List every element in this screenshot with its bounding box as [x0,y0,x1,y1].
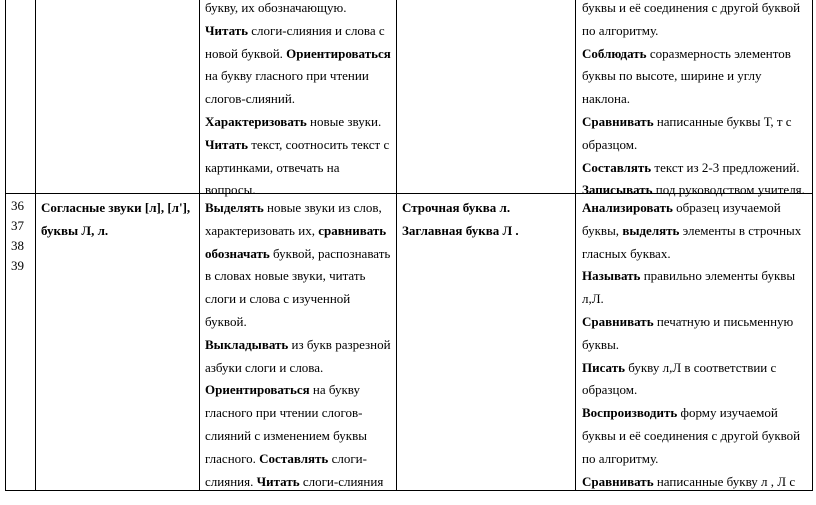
cell-line [205,425,391,448]
cell-line [205,379,391,402]
cell-line [205,43,391,66]
bold-text: Читать [205,22,248,38]
text: из букв разрезной [288,336,391,352]
text: слоги и слова с изученной [205,291,351,307]
cell-line: 38 [11,238,24,253]
cell-line [582,157,805,180]
text: букву л,Л в соответствии с [624,359,777,375]
cell-line [582,111,805,134]
text: элементы в строчных [679,222,802,238]
text: слияния. [205,473,257,489]
bold-text: Строчная буква л. [402,200,511,215]
cell-line [582,134,805,157]
cell-line [582,402,801,425]
text: буквы. [582,336,620,352]
text: л,Л. [582,291,604,307]
text: букву, их обозначающую. [205,0,347,15]
bold-text: Воспроизводить [582,405,678,421]
text: правильно элементы буквы [640,268,796,284]
cell-line [41,197,190,220]
text: картинками, отвечать на [205,159,340,175]
text: наклона. [582,91,631,107]
cell-line [402,220,519,243]
text: слоги-слияния [299,473,384,489]
bold-text: Сравнивать [582,113,654,129]
table-border-col3 [396,0,397,491]
cell-line: 36 [11,198,24,213]
bold-text: Соблюдать [582,45,647,61]
cell-line [582,88,805,111]
bold-text: Называть [582,268,641,284]
bold-text: Выкладывать [205,336,289,352]
text: новой буквой. [205,45,287,61]
cell-line [205,220,391,243]
cell-line [205,402,391,425]
cell-line: 39 [11,258,24,273]
bold-text: Анализировать [582,200,673,215]
cell-line [205,111,391,134]
cell-line [582,448,801,471]
cell-line [582,357,801,380]
cell-line [205,288,391,311]
text: гласного. [205,450,260,466]
cell-line [582,43,805,66]
cell-line [582,334,801,357]
table-border-col4 [575,0,576,491]
text: текст из 2-3 предложений. [651,159,800,175]
cell-line [582,425,801,448]
cell-line [582,288,801,311]
cell-line [582,20,805,43]
top-row-writing-cell [582,0,805,202]
cell-line [205,197,391,220]
text: буквой, распознавать [269,245,391,261]
cell-line [205,157,391,180]
cell-line [205,20,391,43]
cell-line [205,134,391,157]
bold-text: Согласные звуки [л], [л'], [41,200,191,215]
cell-line [205,243,391,266]
bold-text: Заглавная буква Л . [402,222,519,238]
text: гласного при чтении слогов- [205,405,363,421]
text: форму изучаемой [677,405,778,421]
text: буквой. [205,313,247,329]
text: в словах новые звуки, читать [205,268,366,284]
cell-line [402,197,519,220]
lesson-letters-cell [402,197,519,243]
text: написанные буквы Т, т с [653,113,792,129]
cell-line [582,220,801,243]
cell-line [205,448,391,471]
text: слоги-слияния и слова с [248,22,385,38]
top-row-activities-cell [205,0,391,202]
cell-line [582,65,805,88]
text: буквы и её соединения с другой буквой [582,427,801,443]
text: образец изучаемой [672,200,781,215]
cell-line [582,0,805,20]
cell-line [205,334,391,357]
cell-line [582,197,801,220]
bold-text: Ориентироваться [205,382,310,398]
text: буквы по высоте, ширине и углу [582,68,762,84]
text: по алгоритму. [582,22,659,38]
cell-line [582,265,801,288]
table-border-col1 [35,0,36,491]
bold-text: Составлять [259,450,329,466]
text: слияний с изменением буквы [205,427,367,443]
text: новые звуки из слов, [263,200,382,215]
text: характеризовать их, [205,222,319,238]
cell-line [205,0,391,20]
bold-text: Сравнивать [582,313,654,329]
lesson-activities-cell [205,197,391,493]
text: буквы, [582,222,623,238]
cell-line [582,243,801,266]
lesson-writing-cell [582,197,801,493]
text: на букву [309,382,360,398]
text: по алгоритму. [582,450,659,466]
bold-text: Писать [582,359,625,375]
text: написанные букву л , Л с [653,473,796,489]
text: вопросы. [205,182,256,198]
cell-line [205,88,391,111]
text: печатную и письменную [653,313,794,329]
text: под руководством учителя. [652,182,805,198]
text: на букву гласного при чтении [205,68,369,84]
cell-line [205,357,391,380]
text: гласных буквах. [582,245,671,261]
text: слогов-слияний. [205,91,296,107]
bold-text: выделять [622,222,680,238]
bold-text: Характеризовать [205,113,307,129]
cell-line [41,220,190,243]
cell-line: 37 [11,218,24,233]
cell-line [205,65,391,88]
text: слоги- [328,450,367,466]
bold-text: Выделять [205,200,264,215]
text: образцом. [582,382,638,398]
text: соразмерность элементов [646,45,791,61]
cell-line [582,379,801,402]
lesson-topic-cell [41,197,190,243]
text: текст, соотносить текст с [248,136,390,152]
text: образцом. [582,136,638,152]
cell-line [582,311,801,334]
bold-text: сравнивать [318,222,387,238]
cell-line [205,265,391,288]
text: буквы и её соединения с другой буквой [582,0,801,15]
bold-text: Составлять [582,159,652,175]
bold-text: буквы Л, л. [41,222,109,238]
text: азбуки слоги и слова. [205,359,324,375]
bold-text: Ориентироваться [286,45,391,61]
text: новые звуки. [306,113,382,129]
table-border-left [5,0,6,491]
bold-text: Читать [205,136,248,152]
cell-line [205,311,391,334]
bold-text: Сравнивать [582,473,654,489]
table-border-col2 [199,0,200,491]
bold-text: обозначать [205,245,270,261]
bold-text: Записывать [582,182,653,198]
bold-text: Читать [256,473,300,489]
table-border-right [812,0,813,491]
lesson-numbers-cell [11,196,24,276]
cell-line [205,471,391,494]
cell-line [582,471,801,494]
